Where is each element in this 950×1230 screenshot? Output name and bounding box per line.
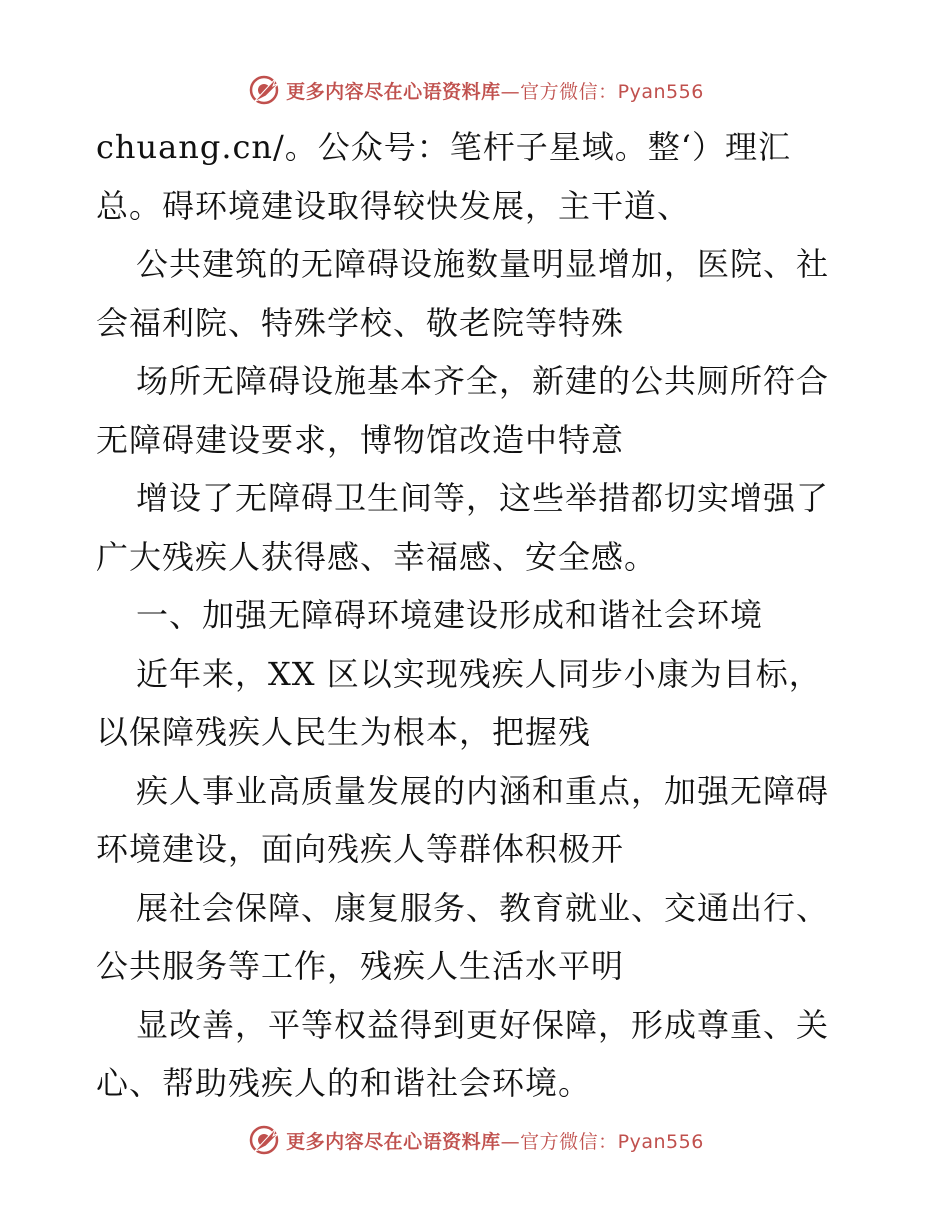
text-line: 无障碍建设要求，博物馆改造中特意	[96, 420, 625, 459]
header-watermark	[0, 70, 950, 110]
watermark-text	[286, 77, 704, 104]
quill-logo-icon	[246, 1122, 282, 1158]
watermark-contact: 官方微信：Pyan556	[520, 1130, 704, 1153]
text-line: 环境建设，面向残疾人等群体积极开	[96, 830, 625, 868]
watermark-text	[286, 1127, 704, 1154]
text-line: 显改善，平等权益得到更好保障，形成尊重、关	[136, 1005, 830, 1044]
quill-logo-icon	[246, 72, 282, 108]
text-line: 以保障残疾人民生为根本，把握残	[96, 713, 592, 751]
watermark-brand: 更多内容尽在心语资料库	[286, 80, 501, 103]
watermark-separator: —	[500, 80, 521, 103]
watermark-separator: —	[500, 1130, 521, 1153]
footer-watermark	[0, 1120, 950, 1160]
text-line: 会福利院、特殊学校、敬老院等特殊	[96, 303, 625, 342]
text-line: 疾人事业高质量发展的内涵和重点，加强无障碍	[136, 771, 830, 810]
watermark-contact: 官方微信：Pyan556	[520, 80, 704, 103]
text-line: 增设了无障碍卫生间等，这些举措都切实增强了	[136, 479, 830, 517]
text-line: 公共服务等工作，残疾人生活水平明	[96, 947, 625, 985]
text-line: 近年来，XX 区以实现残疾人同步小康为目标，	[136, 654, 822, 693]
text-line: 展社会保障、康复服务、教育就业、交通出行、	[136, 888, 830, 927]
watermark-brand: 更多内容尽在心语资料库	[286, 1130, 501, 1153]
text-line: 广大残疾人获得感、幸福感、安全感。	[96, 537, 658, 576]
text-line: 总。碍环境建设取得较快发展，主干道、	[96, 186, 691, 225]
text-line: 公共建筑的无障碍设施数量明显增加，医院、社	[136, 245, 830, 283]
text-line: 一、加强无障碍环境建设形成和谐社会环境	[136, 596, 764, 634]
body-text	[96, 118, 866, 1113]
text-line: 心、帮助残疾人的和谐社会环境。	[96, 1064, 592, 1102]
text-line: chuang.cn/。公众号：笔杆子星域。整‘）理汇	[96, 128, 791, 166]
text-line: 场所无障碍设施基本齐全，新建的公共厕所符合	[136, 362, 830, 400]
